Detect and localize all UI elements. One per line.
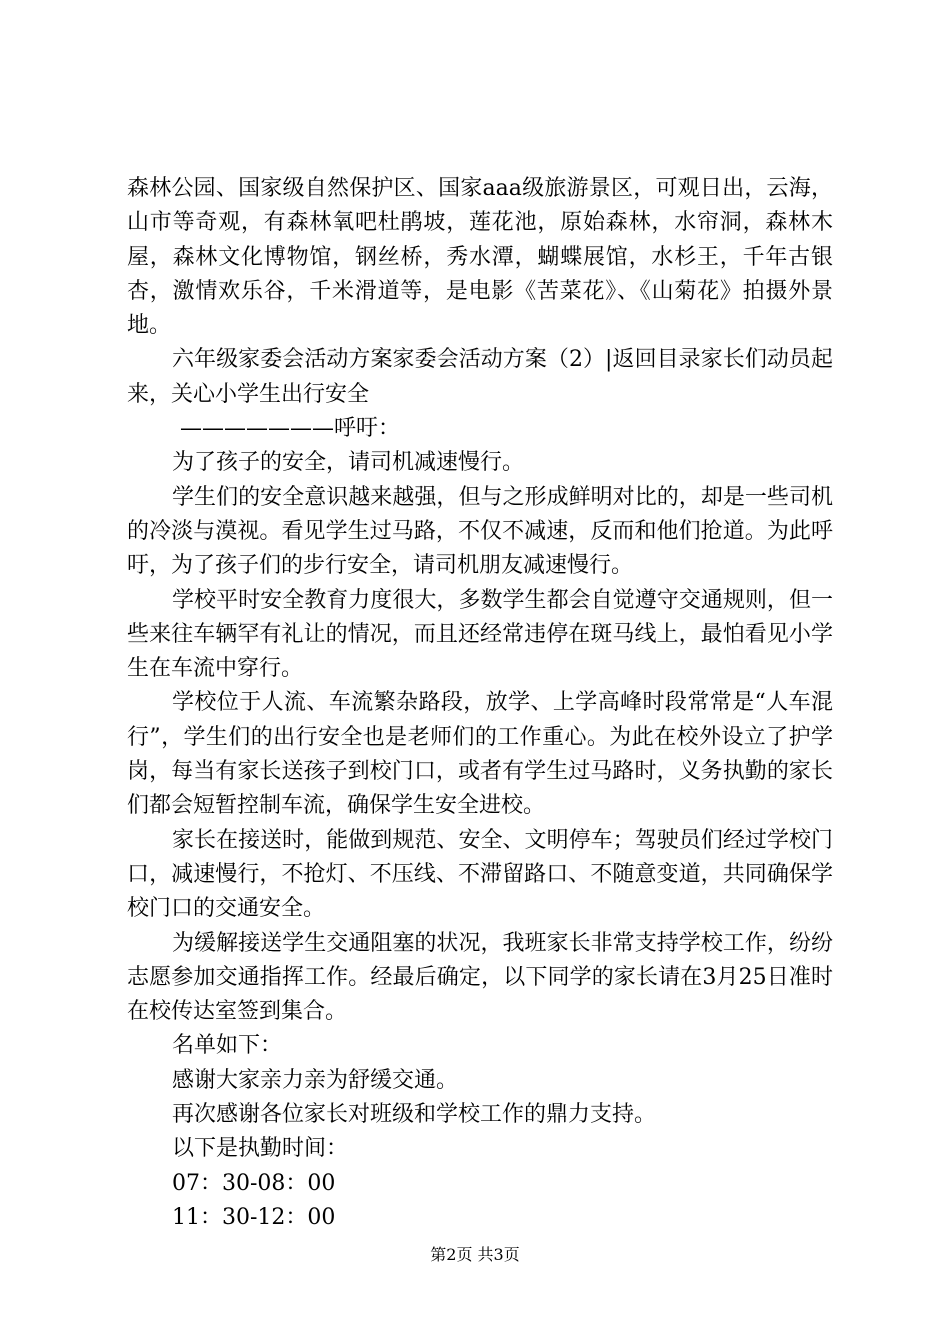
document-body	[127, 172, 833, 1235]
paragraph-school-education: 学校平时安全教育力度很大，多数学生都会自觉遵守交通规则，但一些来往车辆罕有礼让的情况，而且还经常违停在斑马线上，最怕看见小学生在车流中穿行。	[127, 587, 833, 682]
paragraph-name-list: 名单如下：	[172, 1033, 283, 1059]
page-number-label: 第2页 共3页	[430, 1245, 520, 1264]
paragraph-scenic-description: 森林公园、国家级自然保护区、国家aaa级旅游景区，可观日出，云海，山市等奇观，有森林氧吧杜鹃坡，莲花池，原始森林，水帘洞，森林木屋，森林文化博物馆，钢丝桥，秀水潭，蝴蝶展馆，水杉王，千年古银杏，激情欢乐谷，千米滑道等，是电影《苦菜花》、《山菊花》拍摄外景地。	[127, 176, 833, 339]
paragraph-guard-post: 学校位于人流、车流繁杂路段，放学、上学高峰时段常常是“人车混行”，学生们的出行安全也是老师们的工作重心。为此在校外设立了护学岗，每当有家长送孩子到校门口，或者有学生过马路时，义务执勤的家长们都会短暂控制车流，确保学生安全进校。	[127, 690, 833, 819]
paragraph-duty-time-morning: 07：30-08：00	[172, 1170, 336, 1196]
paragraph-duty-time-label: 以下是执勤时间：	[172, 1136, 349, 1162]
paragraph-parking-rules: 家长在接送时，能做到规范、安全、文明停车；驾驶员们经过学校门口，减速慢行，不抢灯、不压线、不滞留路口、不随意变道，共同确保学校门口的交通安全。	[127, 827, 833, 922]
paragraph-duty-time-noon: 11：30-12：00	[172, 1204, 336, 1230]
paragraph-driver-attitude: 学生们的安全意识越来越强，但与之形成鲜明对比的，却是一些司机的冷淡与漠视。看见学生过马路，不仅不减速，反而和他们抢道。为此呼吁，为了孩子们的步行安全，请司机朋友减速慢行。	[127, 484, 833, 579]
paragraph-appeal-label: ———————呼吁：	[180, 416, 401, 442]
paragraph-thanks-again: 再次感谢各位家长对班级和学校工作的鼎力支持。	[172, 1102, 657, 1128]
page-footer	[0, 1244, 950, 1266]
paragraph-section-heading: 六年级家委会活动方案家委会活动方案（2）|返回目录家长们动员起来，关心小学生出行安全	[127, 347, 833, 407]
paragraph-thanks: 感谢大家亲力亲为舒缓交通。	[172, 1067, 459, 1093]
paragraph-appeal-slogan: 为了孩子的安全，请司机减速慢行。	[172, 450, 525, 476]
paragraph-volunteer-notice: 为缓解接送学生交通阻塞的状况，我班家长非常支持学校工作，纷纷志愿参加交通指挥工作。经最后确定，以下同学的家长请在3月25日准时在校传达室签到集合。	[127, 930, 833, 1025]
